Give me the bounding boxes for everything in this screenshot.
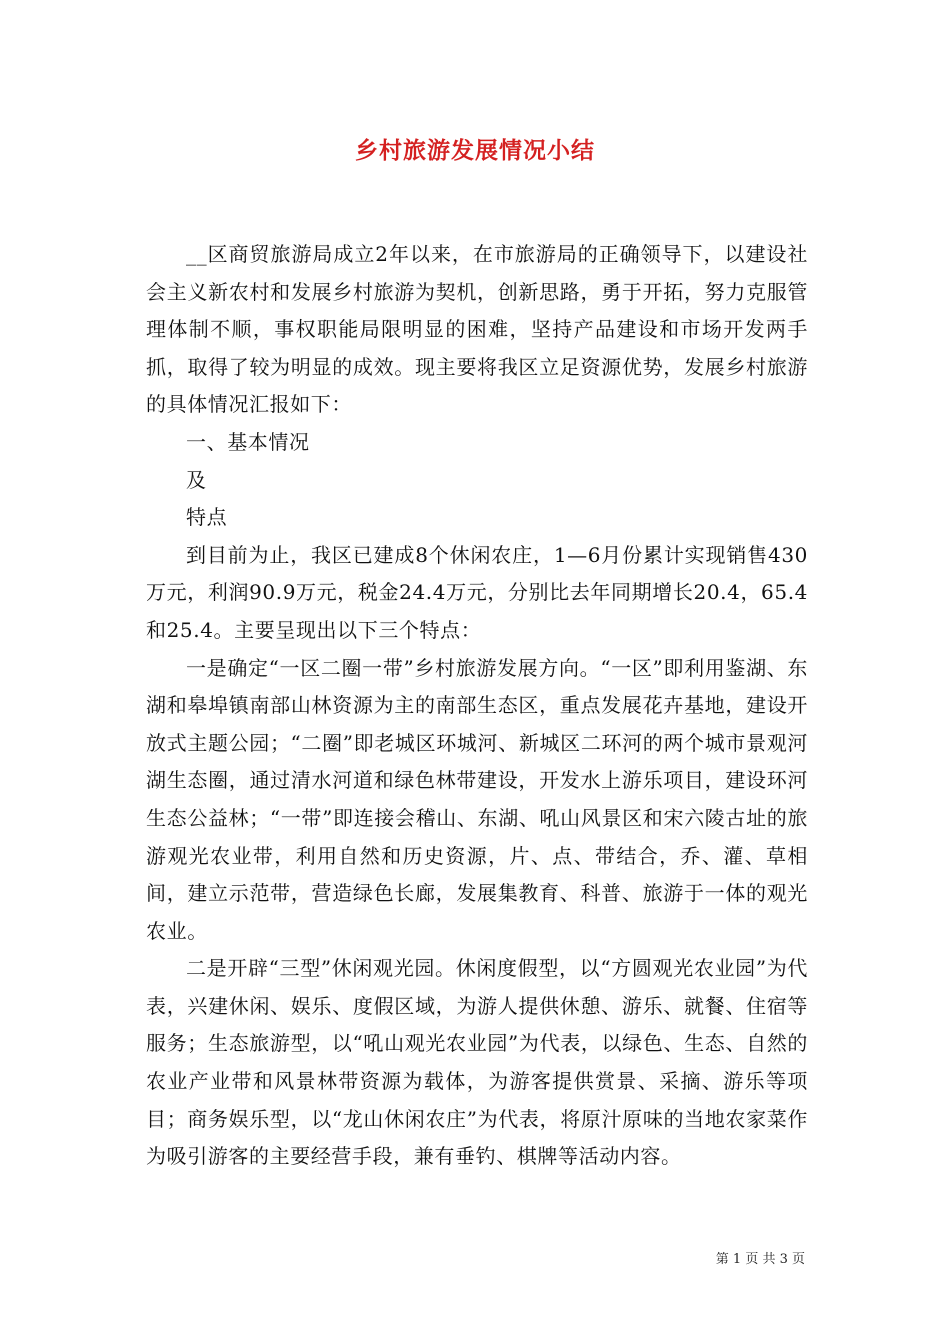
section-heading-continued: 及 [186,467,207,492]
section-heading-continued: 特点 [186,505,228,530]
intro-paragraph: __区商贸旅游局成立2年以来，在市旅游局的正确领导下，以建设社会主义新农村和发展乡村旅游为契机，创新思路，勇于开拓，努力克服管理体制不顺，事权职能局限明显的困难，坚持产品建设和市场开发两手抓，取得了较为明显的成效。现主要将我区立足资源优势，发展乡村旅游的具体情况汇报如下： [146,242,808,417]
feature-one-paragraph: 一是确定“一区二圈一带”乡村旅游发展方向。“一区”即利用鉴湖、东湖和皋埠镇南部山林资源为主的南部生态区，重点发展花卉基地，建设开放式主题公园；“二圈”即老城区环城河、新城区二环河的两个城市景观河湖生态圈，通过清水河道和绿色林带建设，开发水上游乐项目，建设环河生态公益林；“一带”即连接会稽山、东湖、吼山风景区和宋六陵古址的旅游观光农业带，利用自然和历史资源，片、点、带结合，乔、灌、草相间，建立示范带，营造绿色长廊，发展集教育、科普、旅游于一体的观光农业。 [146,655,808,943]
statistics-paragraph: 到目前为止，我区已建成8个休闲农庄，1—6月份累计实现销售430万元，利润90.9万元，税金24.4万元，分别比去年同期增长20.4，65.4和25.4。主要呈现出以下三个特点： [146,542,808,642]
document-body [146,236,808,1176]
feature-two-paragraph: 二是开辟“三型”休闲观光园。休闲度假型，以“方圆观光农业园”为代表，兴建休闲、娱乐、度假区域，为游人提供休憩、游乐、就餐、住宿等服务；生态旅游型，以“吼山观光农业园”为代表，以绿色、生态、自然的农业产业带和风景林带资源为载体，为游客提供赏景、采摘、游乐等项目；商务娱乐型，以“龙山休闲农庄”为代表，将原汁原味的当地农家菜作为吸引游客的主要经营手段，兼有垂钓、棋牌等活动内容。 [146,956,808,1169]
section-heading: 一、基本情况 [186,429,310,454]
page-number: 第 1 页 共 3 页 [715,1252,805,1267]
document-title: 乡村旅游发展情况小结 [355,137,595,164]
